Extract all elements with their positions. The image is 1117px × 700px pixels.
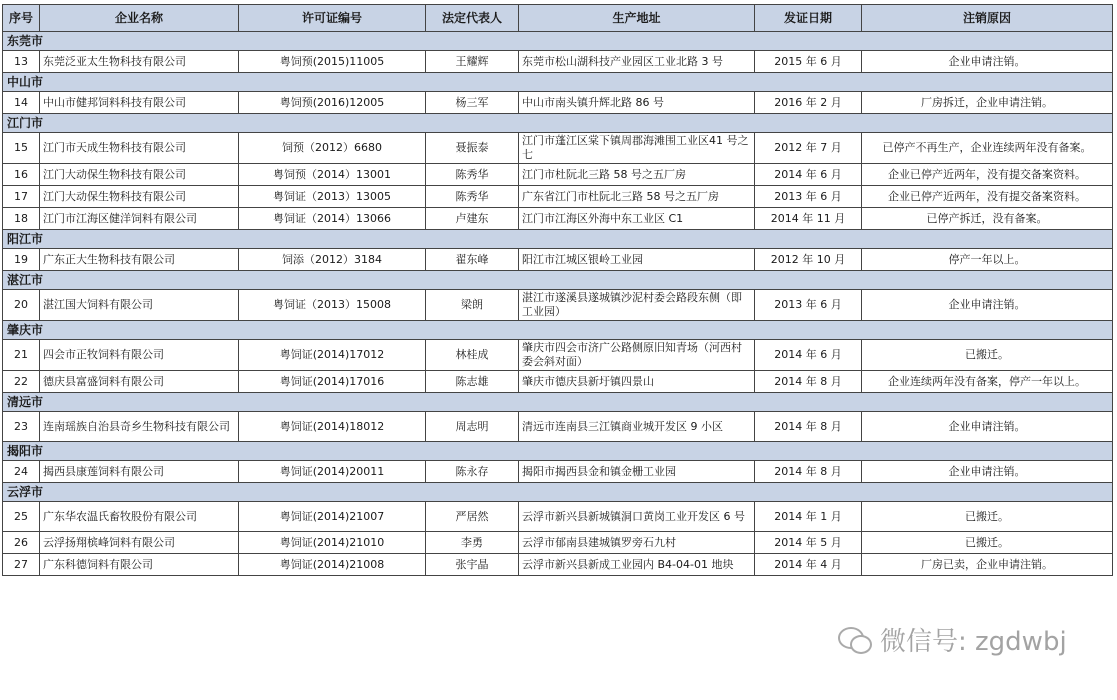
- table-row: [3, 208, 1113, 230]
- cell-address: 云浮市郁南县建城镇罗旁石九村: [519, 532, 755, 554]
- cell-date: 2013 年 6 月: [755, 290, 862, 321]
- cell-reason: 已搬迁。: [862, 340, 1113, 371]
- cell-address: 揭阳市揭西县金和镇金栅工业园: [519, 461, 755, 483]
- cell-no: 20: [3, 290, 40, 321]
- license-cancellation-table-container: [2, 4, 1112, 576]
- cell-date: 2014 年 8 月: [755, 371, 862, 393]
- cell-address: 阳江市江城区银岭工业园: [519, 249, 755, 271]
- table-row: [3, 51, 1113, 73]
- cell-license: 粤饲证(2014)21007: [239, 502, 426, 532]
- cell-date: 2012 年 7 月: [755, 133, 862, 164]
- cell-no: 14: [3, 92, 40, 114]
- cell-address: 中山市南头镇升辉北路 86 号: [519, 92, 755, 114]
- license-cancellation-table: [2, 4, 1113, 576]
- city-name: 湛江市: [3, 271, 1113, 290]
- table-body: [3, 32, 1113, 576]
- city-group-row: [3, 271, 1113, 290]
- cell-rep: 严居然: [426, 502, 519, 532]
- cell-no: 27: [3, 554, 40, 576]
- cell-rep: 梁朗: [426, 290, 519, 321]
- cell-no: 17: [3, 186, 40, 208]
- cell-address: 云浮市新兴县新城镇洞口黄岗工业开发区 6 号: [519, 502, 755, 532]
- cell-rep: 陈秀华: [426, 164, 519, 186]
- cell-reason: 企业已停产近两年，没有提交备案资料。: [862, 164, 1113, 186]
- cell-reason: 企业申请注销。: [862, 290, 1113, 321]
- cell-date: 2014 年 6 月: [755, 164, 862, 186]
- cell-rep: 张宇晶: [426, 554, 519, 576]
- table-row: [3, 371, 1113, 393]
- cell-name: 德庆县富盛饲料有限公司: [40, 371, 239, 393]
- cell-license: 粤饲证（2013）15008: [239, 290, 426, 321]
- cell-rep: 林桂成: [426, 340, 519, 371]
- cell-no: 25: [3, 502, 40, 532]
- cell-rep: 王耀辉: [426, 51, 519, 73]
- header-legal-rep: 法定代表人: [426, 5, 519, 32]
- cell-reason: 企业已停产近两年，没有提交备案资料。: [862, 186, 1113, 208]
- cell-name: 连南瑶族自治县奇乡生物科技有限公司: [40, 412, 239, 442]
- cell-name: 江门大动保生物科技有限公司: [40, 186, 239, 208]
- cell-license: 粤饲证(2014)17012: [239, 340, 426, 371]
- cell-reason: 企业申请注销。: [862, 412, 1113, 442]
- cell-rep: 李勇: [426, 532, 519, 554]
- cell-license: 饲预（2012）6680: [239, 133, 426, 164]
- cell-name: 云浮扬翔槟峰饲料有限公司: [40, 532, 239, 554]
- cell-no: 21: [3, 340, 40, 371]
- cell-reason: 已搬迁。: [862, 502, 1113, 532]
- city-name: 肇庆市: [3, 321, 1113, 340]
- cell-reason: 已停产拆迁，没有备案。: [862, 208, 1113, 230]
- cell-name: 广东华农温氏畜牧股份有限公司: [40, 502, 239, 532]
- city-name: 云浮市: [3, 483, 1113, 502]
- cell-reason: 停产一年以上。: [862, 249, 1113, 271]
- table-row: [3, 340, 1113, 371]
- cell-name: 广东科德饲料有限公司: [40, 554, 239, 576]
- table-row: [3, 92, 1113, 114]
- table-row: [3, 412, 1113, 442]
- city-group-row: [3, 321, 1113, 340]
- cell-address: 广东省江门市杜阮北三路 58 号之五厂房: [519, 186, 755, 208]
- cell-date: 2014 年 1 月: [755, 502, 862, 532]
- table-row: [3, 290, 1113, 321]
- cell-rep: 卢建东: [426, 208, 519, 230]
- cell-date: 2015 年 6 月: [755, 51, 862, 73]
- city-name: 东莞市: [3, 32, 1113, 51]
- cell-license: 粤饲预（2014）13001: [239, 164, 426, 186]
- cell-reason: 企业申请注销。: [862, 461, 1113, 483]
- city-name: 揭阳市: [3, 442, 1113, 461]
- cell-address: 江门市杜阮北三路 58 号之五厂房: [519, 164, 755, 186]
- cell-reason: 厂房拆迁，企业申请注销。: [862, 92, 1113, 114]
- cell-rep: 翟东峰: [426, 249, 519, 271]
- cell-name: 江门大动保生物科技有限公司: [40, 164, 239, 186]
- cell-rep: 陈秀华: [426, 186, 519, 208]
- cell-address: 清远市连南县三江镇商业城开发区 9 小区: [519, 412, 755, 442]
- cell-rep: 杨三军: [426, 92, 519, 114]
- cell-no: 13: [3, 51, 40, 73]
- cell-date: 2012 年 10 月: [755, 249, 862, 271]
- table-row: [3, 249, 1113, 271]
- cell-date: 2013 年 6 月: [755, 186, 862, 208]
- cell-date: 2014 年 11 月: [755, 208, 862, 230]
- cell-address: 肇庆市四会市济广公路侧原旧知青场（河西村委会斜对面）: [519, 340, 755, 371]
- cell-license: 粤饲证（2013）13005: [239, 186, 426, 208]
- table-row: [3, 532, 1113, 554]
- cell-reason: 厂房已卖，企业申请注销。: [862, 554, 1113, 576]
- cell-no: 16: [3, 164, 40, 186]
- city-name: 江门市: [3, 114, 1113, 133]
- cell-license: 粤饲证(2014)20011: [239, 461, 426, 483]
- cell-reason: 已搬迁。: [862, 532, 1113, 554]
- cell-name: 中山市健邦饲料科技有限公司: [40, 92, 239, 114]
- header-no: 序号: [3, 5, 40, 32]
- header-issue-date: 发证日期: [755, 5, 862, 32]
- table-row: [3, 164, 1113, 186]
- table-header-row: [3, 5, 1113, 32]
- cell-name: 四会市正牧饲料有限公司: [40, 340, 239, 371]
- cell-no: 24: [3, 461, 40, 483]
- cell-rep: 聂振泰: [426, 133, 519, 164]
- watermark-text: 微信号: zgdwbj: [880, 627, 1067, 657]
- cell-name: 江门市天成生物科技有限公司: [40, 133, 239, 164]
- header-address: 生产地址: [519, 5, 755, 32]
- cell-reason: 已停产不再生产，企业连续两年没有备案。: [862, 133, 1113, 164]
- city-group-row: [3, 32, 1113, 51]
- cell-rep: 陈永存: [426, 461, 519, 483]
- cell-reason: 企业连续两年没有备案，停产一年以上。: [862, 371, 1113, 393]
- cell-license: 粤饲证(2014)21008: [239, 554, 426, 576]
- table-row: [3, 502, 1113, 532]
- city-name: 中山市: [3, 73, 1113, 92]
- cell-name: 广东正大生物科技有限公司: [40, 249, 239, 271]
- city-group-row: [3, 114, 1113, 133]
- cell-address: 湛江市遂溪县遂城镇沙泥村委会路段东侧（即工业园）: [519, 290, 755, 321]
- cell-license: 粤饲证(2014)21010: [239, 532, 426, 554]
- wechat-icon: [838, 625, 872, 655]
- city-name: 阳江市: [3, 230, 1113, 249]
- city-group-row: [3, 230, 1113, 249]
- watermark: [838, 621, 1067, 658]
- table-row: [3, 186, 1113, 208]
- cell-license: 粤饲证(2014)17016: [239, 371, 426, 393]
- cell-name: 江门市江海区健洋饲料有限公司: [40, 208, 239, 230]
- header-license-no: 许可证编号: [239, 5, 426, 32]
- city-group-row: [3, 73, 1113, 92]
- cell-no: 19: [3, 249, 40, 271]
- cell-date: 2014 年 4 月: [755, 554, 862, 576]
- cell-address: 东莞市松山湖科技产业园区工业北路 3 号: [519, 51, 755, 73]
- cell-date: 2014 年 8 月: [755, 461, 862, 483]
- cell-no: 26: [3, 532, 40, 554]
- cell-date: 2016 年 2 月: [755, 92, 862, 114]
- cell-name: 揭西县康莲饲料有限公司: [40, 461, 239, 483]
- city-group-row: [3, 483, 1113, 502]
- cell-license: 粤饲证（2014）13066: [239, 208, 426, 230]
- cell-no: 23: [3, 412, 40, 442]
- city-group-row: [3, 442, 1113, 461]
- cell-address: 江门市江海区外海中东工业区 C1: [519, 208, 755, 230]
- cell-no: 15: [3, 133, 40, 164]
- cell-license: 粤饲证(2014)18012: [239, 412, 426, 442]
- cell-address: 肇庆市德庆县新圩镇四景山: [519, 371, 755, 393]
- cell-name: 湛江国大饲料有限公司: [40, 290, 239, 321]
- table-row: [3, 461, 1113, 483]
- cell-address: 江门市蓬江区棠下镇周郡海滩围工业区41 号之七: [519, 133, 755, 164]
- cell-license: 粤饲预(2015)11005: [239, 51, 426, 73]
- table-row: [3, 554, 1113, 576]
- cell-date: 2014 年 5 月: [755, 532, 862, 554]
- cell-license: 饲添（2012）3184: [239, 249, 426, 271]
- cell-address: 云浮市新兴县新成工业园内 B4-04-01 地块: [519, 554, 755, 576]
- cell-date: 2014 年 6 月: [755, 340, 862, 371]
- cell-no: 18: [3, 208, 40, 230]
- cell-date: 2014 年 8 月: [755, 412, 862, 442]
- city-group-row: [3, 393, 1113, 412]
- cell-name: 东莞泛亚太生物科技有限公司: [40, 51, 239, 73]
- table-row: [3, 133, 1113, 164]
- cell-no: 22: [3, 371, 40, 393]
- header-company-name: 企业名称: [40, 5, 239, 32]
- cell-rep: 陈志雄: [426, 371, 519, 393]
- cell-rep: 周志明: [426, 412, 519, 442]
- city-name: 清远市: [3, 393, 1113, 412]
- header-reason: 注销原因: [862, 5, 1113, 32]
- cell-license: 粤饲预(2016)12005: [239, 92, 426, 114]
- cell-reason: 企业申请注销。: [862, 51, 1113, 73]
